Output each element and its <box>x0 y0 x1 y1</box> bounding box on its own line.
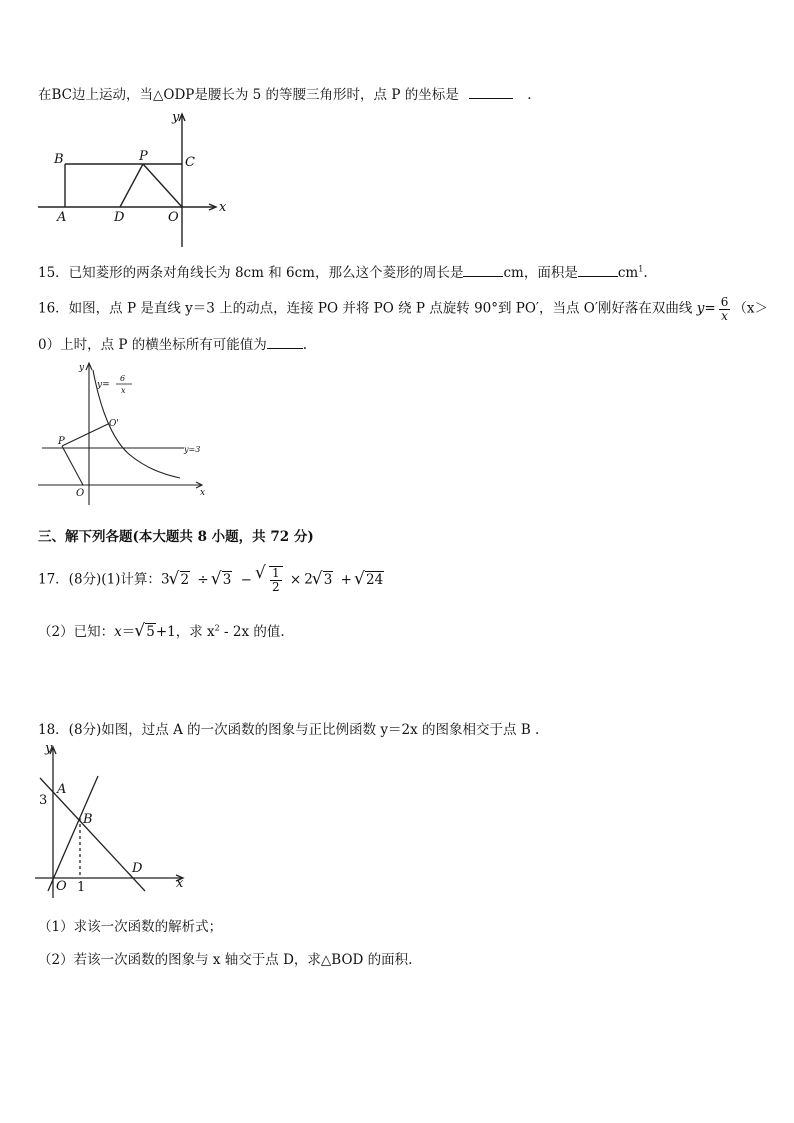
fig14-label-o: O <box>168 210 179 225</box>
q15-text-a: 15．已知菱形的两条对角线长为 8cm 和 6cm，那么这个菱形的周长是 <box>38 265 464 281</box>
q16-text-line2 <box>38 333 307 353</box>
q17-part2-c: - 2x 的值. <box>219 624 285 640</box>
fig16-curve-num: 6 <box>120 374 126 383</box>
fig14-label-b: B <box>54 152 64 167</box>
q16-eq: = <box>704 300 716 317</box>
fig18-line-ob <box>48 776 98 891</box>
q14-text-a: 在BC边上运动，当△ODP是腰长为 5 的等腰三角形时，点 P 的坐标是 <box>38 87 459 103</box>
fig14-label-c: C <box>185 155 195 170</box>
figure-16 <box>36 360 216 510</box>
fig16-label-x: x <box>200 488 206 498</box>
q17-sup: 2 <box>214 623 220 633</box>
q15-perimeter-blank[interactable] <box>463 264 503 277</box>
q14-period: . <box>527 87 532 103</box>
q15-area-blank[interactable] <box>578 264 618 277</box>
fig16-label-o: O <box>76 488 85 499</box>
fig16-segment-po <box>62 446 83 485</box>
fig18-label-b: B <box>83 812 93 827</box>
q18-text: 18．(8分)如图，过点 A 的一次函数的图象与正比例函数 y＝2x 的图象相交于点 B . <box>38 722 540 738</box>
fig16-label-p: P <box>58 436 65 447</box>
q15-text-b: cm，面积是 <box>503 265 578 281</box>
q17-sqrt-4: √ 24 <box>356 572 384 588</box>
q17-part1 <box>38 566 384 593</box>
q18-sub2: （2）若该一次函数的图象与 x 轴交于点 D，求△BOD 的面积. <box>38 952 413 968</box>
fig14-label-a: A <box>57 210 67 225</box>
fig18-label-y: y <box>45 741 53 756</box>
fig16-segment-po-prime <box>62 424 108 446</box>
q17-sqrt-3: √ 3 <box>314 572 334 588</box>
q17-part2-a: （2）已知： <box>38 624 115 640</box>
section3-title: 三、解下列各题(本大题共 8 小题，共 72 分) <box>38 529 314 545</box>
q17-x: x <box>114 624 122 640</box>
fig18-label-3: 3 <box>39 793 48 808</box>
figure-14 <box>30 105 230 255</box>
fig14-label-y: y <box>172 110 180 125</box>
q17-sqrt-frac: √ $\frac{1}{2}$ <box>257 566 283 593</box>
q16-line2-b: . <box>302 337 308 353</box>
q15-text <box>38 261 648 281</box>
q14-text <box>38 83 532 103</box>
q17-op3: × <box>289 571 302 588</box>
q15-sup: 1 <box>638 264 644 274</box>
fig16-curve-label: y= <box>97 380 110 390</box>
q18-sub1: （1）求该一次函数的解析式； <box>38 919 223 935</box>
q17-e2: 2 <box>304 571 313 588</box>
fig18-label-x: x <box>176 876 184 891</box>
fig16-label-o-prime: O' <box>109 419 119 429</box>
q17-op2: − <box>240 571 252 588</box>
fig18-label-d: D <box>132 861 143 876</box>
fig16-curve-den: x <box>121 386 126 395</box>
fig16-line-label: y=3 <box>184 445 201 454</box>
fig14-label-d: D <box>114 210 125 225</box>
fig14-label-x: x <box>219 200 227 215</box>
q17-part2 <box>38 620 285 640</box>
q15-text-c: cm <box>617 265 639 281</box>
q17-sqrt-2: √ 3 <box>213 572 233 588</box>
q16-text-a: 16．如图，点 P 是直线 y＝3 上的动点，连接 PO 并将 PO 绕 P 点旋转 90°到 PO′，当点 O′刚好落在双曲线 <box>38 300 693 317</box>
q17-sqrt-5: √ 5 <box>136 624 156 640</box>
fig16-label-y: y <box>79 363 85 373</box>
q17-part2-eq: ＝ <box>121 624 136 640</box>
q17-op4: + <box>340 571 352 588</box>
fig18-label-1: 1 <box>77 880 86 895</box>
figure-18 <box>30 738 200 903</box>
q17-prefix: 17．(8分)(1)计算： <box>38 571 161 588</box>
q16-frac-den: x <box>719 309 731 323</box>
fig18-label-a: A <box>57 782 67 797</box>
q16-frac-num: 6 <box>720 295 729 309</box>
q16-y: y <box>696 300 705 317</box>
fig18-label-o: O <box>56 879 67 894</box>
fig14-segment-dp <box>120 164 143 207</box>
q17-op1: ÷ <box>197 571 209 588</box>
q16-text <box>38 296 768 322</box>
q14-answer-blank[interactable] <box>469 86 513 99</box>
q17-e1: 3 <box>160 571 170 588</box>
q17-part2-b: +1，求 x <box>155 624 215 640</box>
q16-text-b: （x＞ <box>733 300 768 317</box>
q15-text-d: . <box>643 265 648 281</box>
q16-fraction <box>719 296 731 322</box>
q16-line2-a: 0）上时，点 P 的横坐标所有可能值为 <box>38 337 267 353</box>
q16-answer-blank[interactable] <box>267 336 303 349</box>
fig14-segment-po <box>143 164 182 207</box>
q17-sqrt-1: √ 2 <box>171 572 191 588</box>
fig14-label-p: P <box>139 149 148 164</box>
